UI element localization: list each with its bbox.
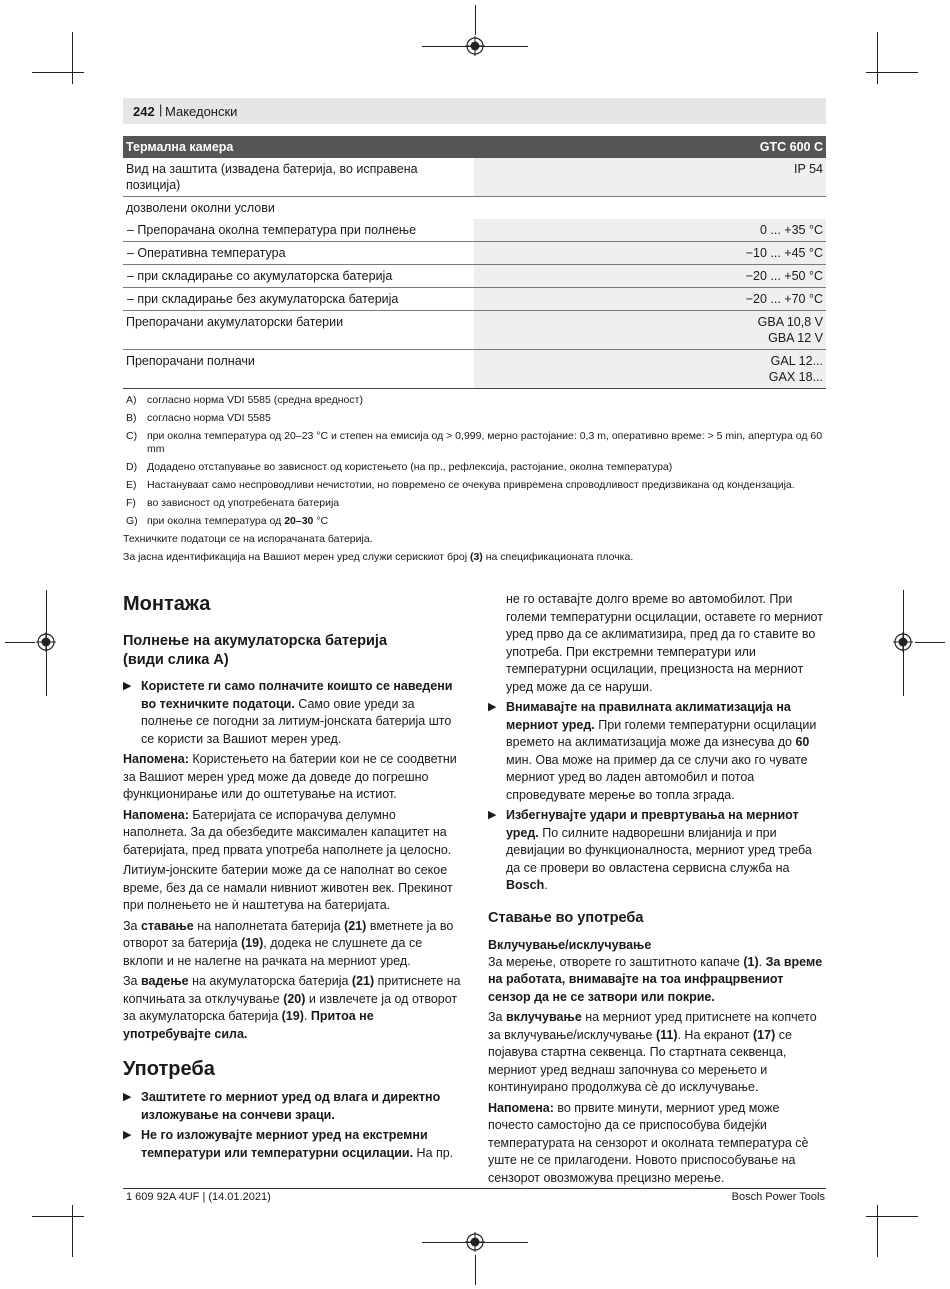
- table-row: [123, 288, 826, 311]
- footer-brand: Bosch Power Tools: [731, 1191, 825, 1203]
- row-value: [474, 311, 826, 350]
- bullet-arrow-icon: ▶: [123, 680, 132, 692]
- subsection-title-charging: Полнење на акумулаторска батерија (види слика A): [123, 633, 388, 668]
- text-part: на мерниот уред притиснете на копчето за вклучување/исклучување: [488, 1010, 817, 1042]
- bullet-bold: Внимавајте на правилната аклиматизација на мерниот уред.: [506, 700, 791, 732]
- text-bold: (20): [283, 991, 306, 1006]
- crop-mark: [475, 5, 476, 35]
- row-label: Препорачани акумулаторски батерии: [123, 311, 474, 350]
- footnote-text-bold: 20–30: [284, 515, 314, 527]
- crop-mark: [877, 1205, 878, 1257]
- footnote-letter: C): [126, 430, 138, 442]
- footnote-text-part: при околна температура од: [147, 515, 285, 527]
- text-part: Користењето на батерии кои не се соодветни за Вашиот мерен уред може да доведе до погрешно функционирање или до оштетување на истиот.: [123, 752, 457, 801]
- footnote-letter: D): [126, 461, 138, 473]
- row-value: −20 ... +70 °C: [474, 288, 826, 311]
- footnote: [123, 430, 826, 456]
- bullet-bold: Избегнувајте удари и превртувања на мерниот уред.: [506, 808, 799, 840]
- bullet-text: На пр.: [413, 1145, 454, 1160]
- header-separator: |: [159, 102, 163, 117]
- text-part: на акумулаторска батерија: [188, 974, 352, 988]
- bullet-bold: Bosch: [506, 878, 545, 892]
- table-header-row: [123, 136, 826, 158]
- text-bold: (11): [655, 1027, 678, 1042]
- bullet-item: [123, 1089, 463, 1124]
- bullet-text: .: [544, 878, 548, 892]
- table-row: [123, 311, 826, 350]
- text-bold: Напомена:: [123, 807, 189, 822]
- bullet-arrow-icon: ▶: [123, 1091, 132, 1103]
- bullet-arrow-icon: ▶: [123, 1129, 132, 1141]
- row-label: – при складирање без акумулаторска батерија: [123, 288, 474, 311]
- table-header-model: GTC 600 C: [474, 136, 826, 158]
- footnote-text-part: °C: [313, 515, 329, 527]
- text-bold: (19): [281, 1009, 304, 1023]
- bullet-text: мин. Ова може на пример да се случи ако го чувате мерниот уред во ладен автомобил и потоа спроведувате мерење во топла зграда.: [506, 752, 808, 802]
- table-row: [123, 265, 826, 288]
- text-bold: (17): [753, 1027, 776, 1042]
- text-part: се појавува стартна секвенца. По стартната секвенца, мерниот уред веднаш започнува со мерењето и континуирано продолжува сѐ до исклучување.: [488, 1027, 792, 1094]
- footnote-text: при околна температура од 20–23 °C и степен на емисија од > 0,999, мерно растојание: 0,3 m, оперативно време: > 5 min, апертура од 60 mm: [147, 430, 823, 455]
- bullet-text: По силните надворешни влијанија и при девијации во функционалноста, мерниот уред треба да се провери во овластена сервисна служба на: [506, 825, 812, 875]
- crop-mark: [866, 1216, 918, 1217]
- footnote: [123, 479, 826, 492]
- paragraph: [488, 1100, 828, 1188]
- bullet-arrow-icon: ▶: [488, 809, 497, 821]
- row-value: [474, 350, 826, 389]
- crop-mark: [475, 1255, 476, 1285]
- crop-mark: [5, 642, 35, 643]
- text-bold: (3): [469, 551, 483, 563]
- footnote-letter: E): [126, 479, 137, 491]
- technical-data-note: Техничките податоци се на испорачаната батерија.: [123, 533, 373, 545]
- text-part: За јасна идентификација на Вашиот мерен уред служи серискиот број: [123, 551, 470, 563]
- row-value: −10 ... +45 °C: [474, 242, 826, 265]
- footnote-text: согласно норма VDI 5585: [147, 412, 271, 424]
- text-part: .: [303, 1009, 311, 1023]
- text-bold: (1): [743, 954, 759, 969]
- footer-document-id: 1 609 92A 4UF | (14.01.2021): [126, 1191, 271, 1203]
- footnote: [123, 461, 826, 474]
- text-bold: Притоа не употребувајте сила.: [123, 1009, 374, 1041]
- footnote-letter: G): [126, 515, 138, 527]
- text-bold: вадење: [140, 974, 189, 988]
- registration-mark-icon: [465, 1232, 485, 1252]
- paragraph: [488, 1009, 828, 1097]
- serial-number-note: [123, 551, 826, 564]
- row-label: – Препорачана околна температура при полнење: [123, 219, 474, 242]
- page-number: 242: [133, 104, 155, 119]
- row-value: [474, 197, 826, 220]
- table-header-product: Термална камера: [123, 136, 474, 158]
- table-row: [123, 219, 826, 242]
- registration-mark-icon: [893, 632, 913, 652]
- text-part: , додека не слушнете да се вклопи и не налегне на рачката на мерниот уред.: [123, 936, 423, 968]
- text-part: За: [123, 918, 141, 933]
- row-label: – Оперативна температура: [123, 242, 474, 265]
- row-value-line: GAL 12...: [770, 354, 823, 368]
- text-part: вметнете ја во отворот за батерија: [123, 918, 454, 950]
- bullet-bold: 60: [795, 735, 810, 749]
- paragraph: не го оставајте долго време во автомобилот. При големи температурни осцилации, оставете го мерниот уред прво да се аклиматизира, пред да го ставите во употреба. При екстремни температури или температурни осцилации, прецизноста на мерниот уред може да се наруши.: [506, 592, 823, 694]
- crop-mark: [32, 1216, 84, 1217]
- bullet-item: [123, 1127, 463, 1162]
- bullet-arrow-icon: ▶: [488, 701, 497, 713]
- bullet-bold: Користете ги само полначите коишто се наведени во техничките податоци.: [141, 679, 453, 711]
- footnote-letter: A): [126, 394, 137, 406]
- crop-mark: [72, 32, 73, 84]
- text-bold: (19): [241, 936, 264, 950]
- bullet-item: [123, 678, 463, 748]
- footnote-text: во зависност од употребената батерија: [147, 497, 340, 509]
- section-title-upotreba: Употреба: [123, 1058, 215, 1080]
- bullet-bold: Заштитете го мерниот уред од влага и директно изложување на сончеви зраци.: [141, 1090, 441, 1122]
- subsection-title-on-off: Вклучување/исклучување: [488, 937, 652, 952]
- table-row: [123, 242, 826, 265]
- footnote-text: согласно норма VDI 5585 (средна вредност): [147, 394, 363, 406]
- row-value: IP 54: [474, 158, 826, 197]
- footnote-text: [147, 515, 328, 527]
- text-part: на наполнетата батерија: [193, 918, 345, 933]
- section-title-montaza: Монтажа: [123, 593, 211, 615]
- table-row: [123, 158, 826, 197]
- right-column: [488, 591, 828, 1190]
- footnote: [123, 412, 826, 425]
- crop-mark: [32, 72, 84, 73]
- bullet-text: При големи температурни осцилации времето на аклиматизација може да изнесува до: [506, 717, 817, 749]
- row-label: – при складирање со акумулаторска батерија: [123, 265, 474, 288]
- footnotes: [123, 394, 826, 569]
- row-label: Препорачани полначи: [123, 350, 474, 389]
- text-part: . На екранот: [677, 1027, 753, 1042]
- row-value-line: GBA 12 V: [768, 331, 823, 345]
- crop-mark: [877, 32, 878, 84]
- footnote: [123, 497, 826, 510]
- text-part: За: [123, 974, 141, 988]
- registration-mark-icon: [36, 632, 56, 652]
- bullet-item: [488, 699, 828, 804]
- footnote-text: Настануваат само неспроводливи нечистотии, но повремено се очекува привремена спроводливост предизвикана од кондензација.: [147, 479, 795, 491]
- footnote: [123, 394, 826, 407]
- bullet-text: Само овие уреди за полнење се погодни за литиум-јонската батерија што се користи за Вашиот мерен уред.: [141, 696, 452, 746]
- bullet-bold: Не го изложувајте мерниот уред на екстремни температури или температурни осцилации.: [141, 1128, 428, 1160]
- text-bold: Напомена:: [123, 752, 189, 766]
- row-value: 0 ... +35 °C: [474, 219, 826, 242]
- paragraph: [488, 954, 828, 1007]
- paragraph: Литиум-јонските батерии може да се наполнат во секое време, без да се намали нивниот животен век. Прекинот при полнењето не ѝ наштетува на батеријата.: [123, 863, 453, 912]
- text-part: притиснете на копчињата за отклучување: [123, 974, 461, 1006]
- paragraph: [123, 973, 463, 1043]
- crop-mark: [72, 1205, 73, 1257]
- page-language: Македонски: [165, 104, 238, 119]
- table-row: [123, 350, 826, 389]
- row-label: Вид на заштита (извадена батерија, во исправена позиција): [123, 158, 474, 197]
- left-column: [123, 592, 463, 1165]
- text-bold: За време на работата, внимавајте на тоа инфрацрвениот сензор да не се затвори или покрие.: [488, 954, 823, 1004]
- text-part: За мерење, отворете го заштитното капаче: [488, 954, 744, 969]
- subsection-title-commissioning: Ставање во употреба: [488, 909, 644, 926]
- text-part: За: [488, 1010, 506, 1024]
- text-bold: (21): [351, 974, 375, 988]
- crop-mark: [915, 642, 945, 643]
- footnote-text: Додадено отстапување во зависност од користењето (на пр., рефлексија, растојание, околна температура): [147, 461, 673, 473]
- text-part: и извлечете ја од отворот за акумулаторска батерија: [123, 991, 458, 1023]
- footnote-letter: F): [126, 497, 136, 509]
- bullet-item: [488, 807, 828, 895]
- table-row: [123, 197, 826, 220]
- registration-mark-icon: [465, 36, 485, 56]
- crop-mark: [866, 72, 918, 73]
- row-value-line: GAX 18...: [768, 370, 823, 384]
- text-part: .: [758, 954, 766, 969]
- text-bold: Напомена:: [488, 1100, 554, 1115]
- footnote: [123, 515, 826, 528]
- text-bold: ставање: [140, 918, 194, 933]
- text-part: Батеријата се испорачува делумно наполнета. За да обезбедите максимален капацитет на батеријата, пред првата употреба наполнете ја целосно.: [123, 807, 452, 857]
- paragraph: [123, 807, 463, 860]
- footer-divider: [123, 1188, 826, 1189]
- page-header: [123, 98, 826, 124]
- row-value: −20 ... +50 °C: [474, 265, 826, 288]
- text-bold: вклучување: [505, 1010, 582, 1024]
- row-value-line: GBA 10,8 V: [757, 315, 823, 329]
- footnote-letter: B): [126, 412, 137, 424]
- text-part: во првите минути, мерниот уред може почесто самостојно да се приспособува бидејќи температурата на сензорот и околната температура сѐ уште не се прилагодени. Новото приспособување на сензорот овозможува прецизно мерење.: [488, 1100, 809, 1185]
- text-bold: (21): [344, 918, 367, 933]
- text-part: на спецификационата плочка.: [482, 551, 634, 563]
- paragraph: [123, 751, 463, 804]
- row-label: дозволени околни услови: [126, 201, 275, 215]
- paragraph: [123, 918, 463, 971]
- spec-table: [123, 136, 826, 389]
